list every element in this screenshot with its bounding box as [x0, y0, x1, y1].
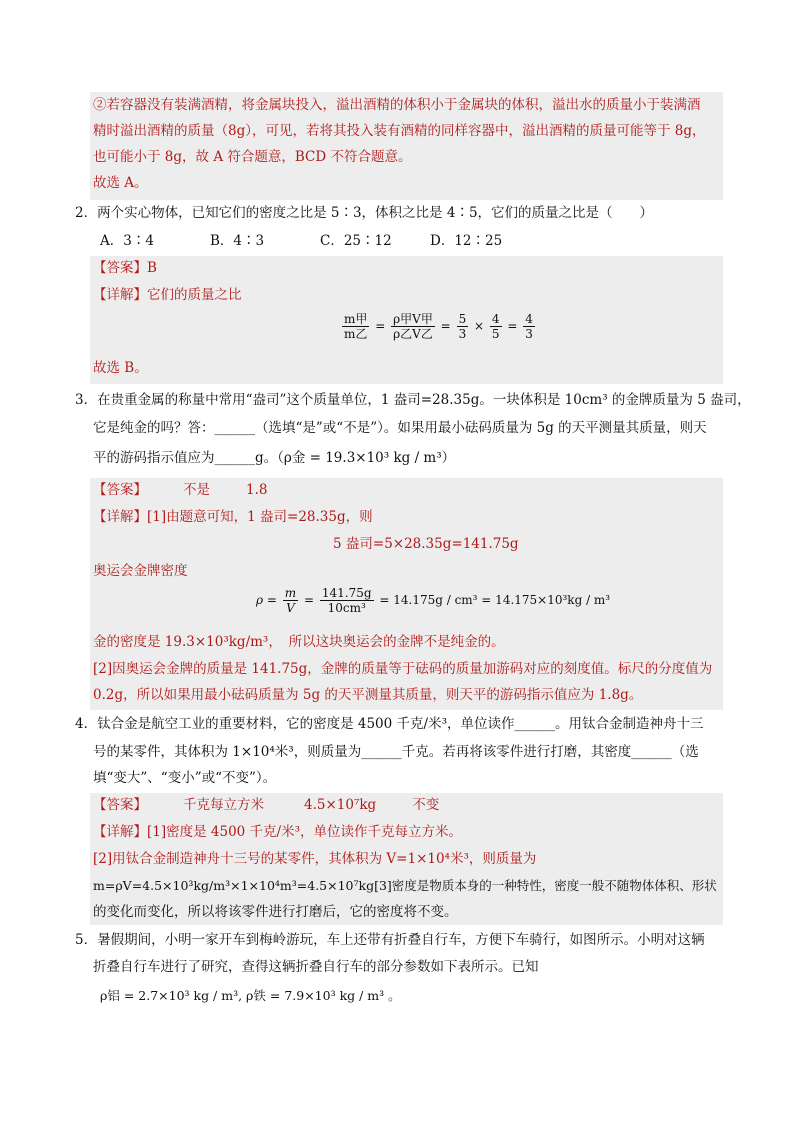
- q2-answer: 【答案】B: [93, 260, 157, 276]
- q4-answer: 【答案】 千克每立方米 4.5×10⁷kg 不变: [93, 797, 440, 813]
- q3-stem-2: 它是纯金的吗？答：______（选填“是”或“不是”）。如果用最小砝码质量为 5g 的天平测量其质量，则天: [93, 420, 707, 436]
- q2-stem: 2．两个实心物体，已知它们的密度之比是 5∶3，体积之比是 4∶5，它们的质量之比是（ ）: [75, 205, 654, 221]
- q2-detail: 【详解】它们的质量之比: [93, 287, 242, 303]
- q2-formula: $\frac{\text{m甲}}{\text{m乙}}$ = $\frac{\text{ρ甲V甲}}{\text{ρ乙V乙}}$ = $\frac{5}{3}$ × $\frac{4}{5}$ = $\frac{4}{3}$: [344, 312, 533, 341]
- q4-detail-3: m=ρV=4.5×10³kg/m³×1×10⁴m³=4.5×10⁷kg[3]密度是物质本身的一种特性，密度一般不随物体体积、形状: [93, 878, 717, 893]
- q3-detail-4: [2]因奥运会金牌的质量是 141.75g，金牌的质量等于砝码的质量加游码对应的刻度值。标尺的分度值为: [93, 661, 713, 677]
- prev-detail-line-2: 精时溢出酒精的质量（8g），可见，若将其投入装有酒精的同样容器中，溢出酒精的质量可能等于 8g，: [93, 123, 706, 139]
- q3-calc-1: 5 盎司=5×28.35g=141.75g: [333, 536, 519, 552]
- prev-detail-line-1: ②若容器没有装满酒精，将金属块投入，溢出酒精的体积小于金属块的体积，溢出水的质量小于装满酒: [93, 97, 701, 113]
- q5-stem-2: 折叠自行车进行了研究，查得这辆折叠自行车的部分参数如下表所示。已知: [93, 959, 539, 975]
- q3-stem-1: 3．在贵重金属的称量中常用“盎司”这个质量单位，1 盎司=28.35g。一块体积是 10cm³ 的金牌质量为 5 盎司，: [75, 392, 751, 408]
- q4-stem-2: 号的某零件，其体积为 1×10⁴米³，则质量为______千克。若再将该零件进行打磨，其密度______（选: [93, 744, 699, 760]
- q2-option-a: A．3∶4: [100, 233, 154, 249]
- q2-option-d: D．12∶25: [430, 233, 503, 249]
- q3-stem-3: 平的游码指示值应为______g。（ρ金 = 19.3×10³ kg / m³）: [93, 450, 456, 466]
- q4-detail-1: 【详解】[1]密度是 4500 千克/米³，单位读作千克每立方米。: [93, 824, 463, 840]
- q3-detail-2: 奥运会金牌密度: [93, 563, 188, 579]
- q4-detail-4: 的变化而变化，所以将该零件进行打磨后，它的密度将不变。: [93, 904, 458, 920]
- q2-option-c: C．25∶12: [320, 233, 392, 249]
- q3-formula: ρ = $\frac{m}{V}$ = $\frac{141.75g}{\text{10cm³}}$ = 14.175g / cm³ = 14.175×10³kg / m³: [256, 586, 611, 615]
- q5-stem-1: 5．暑假期间，小明一家开车到梅岭游玩，车上还带有折叠自行车，方便下车骑行，如图所示。小明对这辆: [75, 932, 705, 948]
- q3-detail-5: 0.2g，所以如果用最小砝码质量为 5g 的天平测量其质量，则天平的游码指示值应为 1.8g。: [93, 687, 643, 703]
- q3-detail-1: 【详解】[1]由题意可知，1 盎司=28.35g，则: [93, 509, 373, 525]
- q4-detail-2: [2]用钛合金制造神舟十三号的某零件，其体积为 V=1×10⁴米³，则质量为: [93, 851, 537, 867]
- q2-conclusion: 故选 B。: [93, 360, 148, 376]
- q5-stem-3: ρ铝 = 2.7×10³ kg / m³, ρ铁 = 7.9×10³ kg / m³ 。: [100, 988, 401, 1003]
- q2-options: [100, 231, 540, 251]
- q4-stem-3: 填“变大”、“变小”或“不变”）。: [93, 770, 277, 786]
- q4-stem-1: 4．钛合金是航空工业的重要材料，它的密度是 4500 千克/米³，单位读作______。用钛合金制造神舟十三: [75, 716, 704, 732]
- q3-answer: 【答案】 不是 1.8: [93, 482, 268, 498]
- q2-option-b: B．4∶3: [210, 233, 265, 249]
- q3-detail-3: 金的密度是 19.3×10³kg/m³， 所以这块奥运会的金牌不是纯金的。: [93, 634, 505, 650]
- prev-conclusion: 故选 A。: [93, 175, 148, 191]
- prev-detail-line-3: 也可能小于 8g，故 A 符合题意，BCD 不符合题意。: [93, 149, 412, 165]
